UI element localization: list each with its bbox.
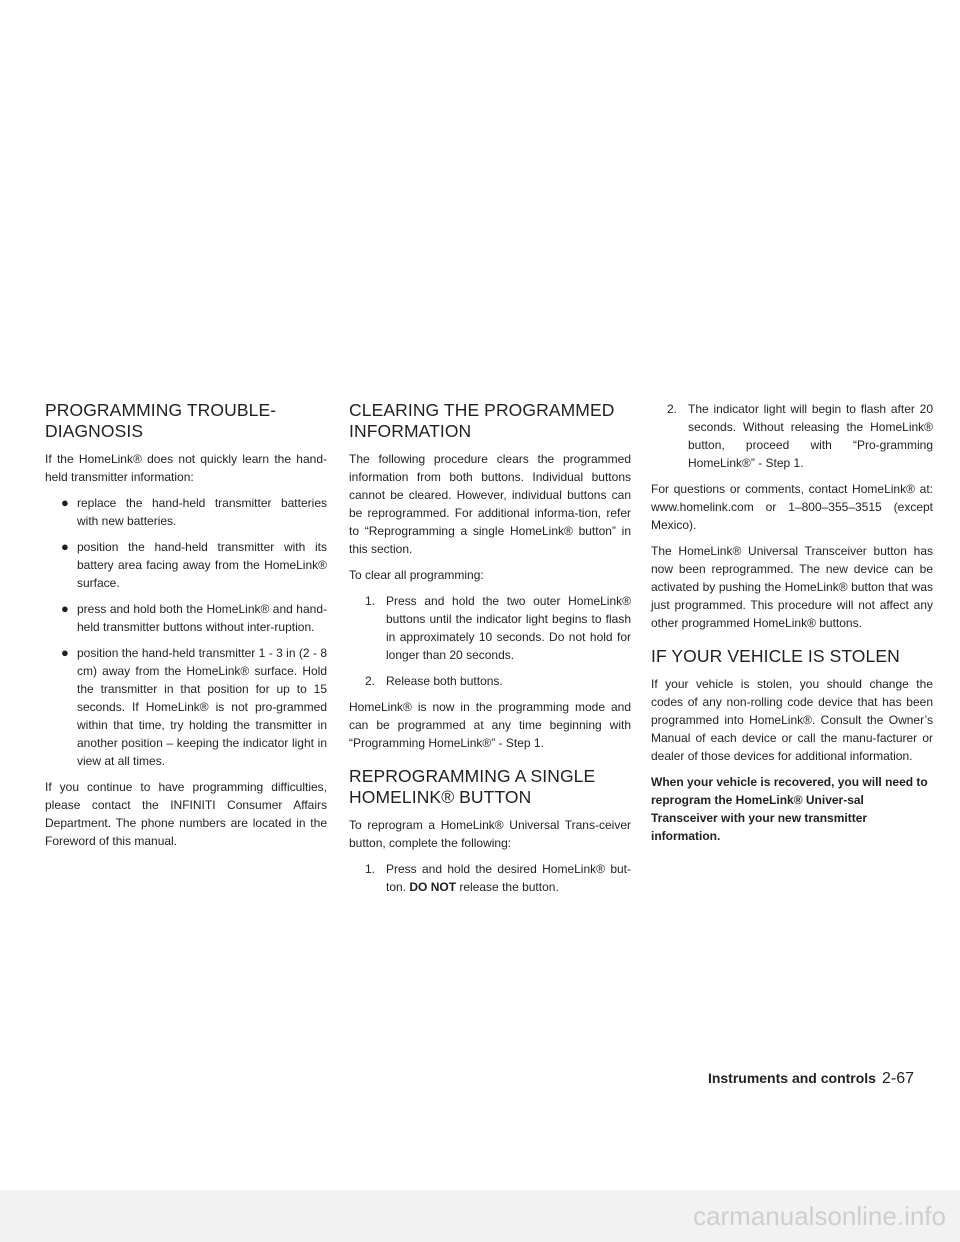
recovered-paragraph: When your vehicle is recovered, you will need to reprogram the HomeLink® Univer-sal Transceiver with your new transmitter information. bbox=[651, 775, 928, 843]
contact-paragraph: For questions or comments, contact HomeLink® at: www.homelink.com or 1–800–355–3515 (except Mexico). bbox=[651, 482, 933, 532]
bullet-icon: ● bbox=[61, 601, 69, 616]
heading-line-2: INFORMATION bbox=[349, 421, 472, 441]
list-item bbox=[45, 600, 327, 636]
step-emphasis: DO NOT bbox=[409, 880, 457, 894]
step-number: 2. bbox=[365, 674, 376, 688]
list-item bbox=[349, 672, 631, 690]
step-number: 2. bbox=[667, 402, 678, 416]
heading-line-1: REPROGRAMMING A SINGLE bbox=[349, 766, 596, 786]
reprogramming-intro: To reprogram a HomeLink® Universal Trans-ceiver button, complete the following: bbox=[349, 818, 631, 850]
heading-line-2: DIAGNOSIS bbox=[45, 421, 144, 441]
heading-line-1: PROGRAMMING TROUBLE- bbox=[45, 400, 277, 420]
list-item bbox=[651, 400, 933, 472]
step-text: Release both buttons. bbox=[386, 674, 503, 688]
bullet-icon: ● bbox=[61, 645, 69, 660]
watermark: carmanualsonline.info bbox=[0, 1190, 960, 1242]
column-troubleshooting bbox=[45, 400, 327, 858]
clearing-steps bbox=[349, 592, 631, 690]
page-footer bbox=[708, 1070, 914, 1088]
step-number: 1. bbox=[365, 862, 376, 876]
reprogrammed-paragraph: The HomeLink® Universal Transceiver button has now been reprogrammed. The new device can be activated by pushing the HomeLink® button that was just programmed. This procedure will not affect any other programmed HomeLink® buttons. bbox=[651, 544, 933, 630]
list-item bbox=[45, 644, 327, 770]
clearing-intro: The following procedure clears the programmed information from both buttons. Individual buttons cannot be cleared. However, individual buttons can be reprogrammed. For additional informa-tion, refer to “Reprogramming a single HomeLink® button” in this section. bbox=[349, 452, 631, 556]
clearing-lead: To clear all programming: bbox=[349, 568, 484, 582]
reprogramming-steps bbox=[349, 860, 631, 896]
heading-line-1: CLEARING THE PROGRAMMED bbox=[349, 400, 615, 420]
column-clearing bbox=[349, 400, 631, 904]
bullet-icon: ● bbox=[61, 539, 69, 554]
troubleshooting-outro: If you continue to have programming difficulties, please contact the INFINITI Consumer Affairs Department. The phone numbers are located in the Foreword of this manual. bbox=[45, 780, 327, 848]
list-item bbox=[45, 494, 327, 530]
heading-line-2: HOMELINK® BUTTON bbox=[349, 787, 532, 807]
footer-section-title: Instruments and controls bbox=[707, 1070, 876, 1086]
step-text: Press and hold the two outer HomeLink® buttons until the indicator light begins to flash in approximately 10 seconds. Do not hold for longer than 20 seconds. bbox=[386, 594, 631, 662]
step-number: 1. bbox=[365, 594, 376, 608]
heading-programming-troublediagnosis bbox=[45, 400, 327, 442]
column-reprogramming-continued bbox=[651, 400, 933, 853]
troubleshooting-bullet-list bbox=[45, 494, 327, 770]
bullet-text: press and hold both the HomeLink® and hand-held transmitter buttons without inter-ruption. bbox=[77, 602, 327, 634]
heading-clearing-programmed-information bbox=[349, 400, 631, 442]
step-text-tail: release the button. bbox=[459, 880, 559, 894]
list-item bbox=[349, 592, 631, 664]
clearing-after: HomeLink® is now in the programming mode and can be programmed at any time beginning with “Programming HomeLink®” - Step 1. bbox=[349, 700, 631, 750]
bullet-icon: ● bbox=[61, 495, 69, 510]
reprogramming-steps-continued bbox=[651, 400, 933, 472]
step-text: The indicator light will begin to flash after 20 seconds. Without releasing the HomeLink® button, proceed with “Pro-gramming HomeLink®” - Step 1. bbox=[688, 402, 933, 470]
page-number: 2-67 bbox=[881, 1070, 914, 1087]
troubleshooting-intro: If the HomeLink® does not quickly learn the hand-held transmitter information: bbox=[45, 452, 327, 484]
bullet-text: position the hand-held transmitter with its battery area facing away from the HomeLink® surface. bbox=[77, 540, 327, 590]
step-text: Press and hold the desired HomeLink® but-ton. bbox=[386, 862, 631, 894]
list-item bbox=[349, 860, 631, 896]
heading-if-vehicle-stolen: IF YOUR VEHICLE IS STOLEN bbox=[651, 646, 900, 666]
stolen-paragraph: If your vehicle is stolen, you should change the codes of any non-rolling code device that has been programmed into HomeLink®. Consult the Owner’s Manual of each device or call the manu-facturer or dealer of those devices for additional information. bbox=[651, 677, 933, 763]
bullet-text: replace the hand-held transmitter batteries with new batteries. bbox=[77, 496, 327, 528]
bullet-text: position the hand-held transmitter 1 - 3 in (2 - 8 cm) away from the HomeLink® surface. Hold the transmitter in that position for up to 15 seconds. If HomeLink® is not pro-grammed within that time, try holding the transmitter in another position – keeping the indicator light in view at all times. bbox=[77, 646, 327, 768]
list-item bbox=[45, 538, 327, 592]
heading-reprogramming-single-button bbox=[349, 766, 631, 808]
